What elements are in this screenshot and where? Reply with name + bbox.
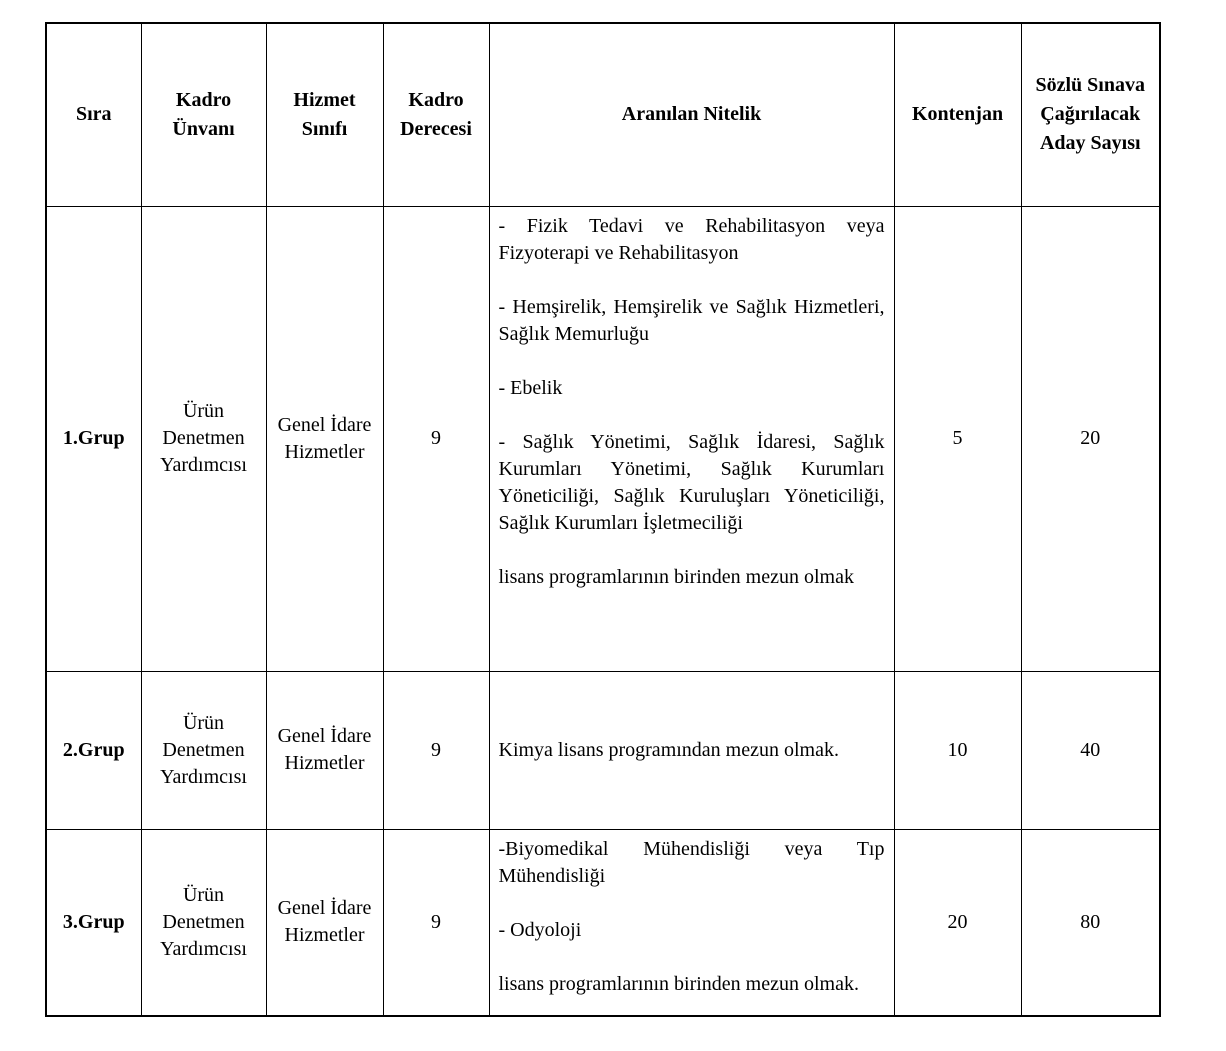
cell-sira: 2.Grup: [46, 671, 141, 829]
cell-kontenjan: 5: [894, 206, 1021, 671]
cell-sozlu-sinava-aday: 20: [1021, 206, 1160, 671]
nitelik-paragraph: lisans programlarının birinden mezun olmak: [498, 565, 854, 588]
cell-aranilan-nitelik: [489, 206, 894, 671]
table-row-grup-1: [46, 206, 1160, 671]
column-header-sozlu-sinava-aday-sayisi: Sözlü Sınava Çağırılacak Aday Sayısı: [1021, 23, 1160, 206]
cell-sira: 3.Grup: [46, 829, 141, 1016]
cell-sira: 1.Grup: [46, 206, 141, 671]
column-header-kadro-derecesi: Kadro Derecesi: [383, 23, 489, 206]
cell-kadro-unvani: Ürün Denetmen Yardımcısı: [141, 829, 266, 1016]
cell-kadro-unvani: Ürün Denetmen Yardımcısı: [141, 671, 266, 829]
cell-kontenjan: 20: [894, 829, 1021, 1016]
nitelik-paragraph: - Fizik Tedavi ve Rehabilitasyon veya Fizyoterapi ve Rehabilitasyon: [498, 214, 885, 264]
nitelik-paragraph: - Ebelik: [498, 376, 563, 399]
nitelik-paragraph: - Odyoloji: [498, 918, 582, 941]
table-row-grup-3: [46, 829, 1160, 1016]
table-row-grup-2: [46, 671, 1160, 829]
nitelik-paragraph: Kimya lisans programından mezun olmak.: [498, 738, 839, 761]
cell-hizmet-sinifi: Genel İdare Hizmetler: [266, 671, 383, 829]
column-header-aranilan-nitelik: Aranılan Nitelik: [489, 23, 894, 206]
cell-sozlu-sinava-aday: 80: [1021, 829, 1160, 1016]
nitelik-paragraph: -Biyomedikal Mühendisliği veya Tıp Mühendisliği: [498, 837, 885, 887]
cell-sozlu-sinava-aday: 40: [1021, 671, 1160, 829]
cell-kadro-derecesi: 9: [383, 829, 489, 1016]
nitelik-paragraph: - Sağlık Yönetimi, Sağlık İdaresi, Sağlık Kurumları Yönetimi, Sağlık Kurumları Yöneticiliği, Sağlık Kuruluşları Yöneticiliği, Sağlık Kurumları İşletmeciliği: [498, 430, 885, 534]
nitelik-paragraph: lisans programlarının birinden mezun olmak.: [498, 972, 859, 995]
job-positions-table: [45, 22, 1161, 1017]
column-header-kadro-unvani: Kadro Ünvanı: [141, 23, 266, 206]
table-header-row: [46, 23, 1160, 206]
column-header-hizmet-sinifi: Hizmet Sınıfı: [266, 23, 383, 206]
cell-kontenjan: 10: [894, 671, 1021, 829]
nitelik-paragraph: - Hemşirelik, Hemşirelik ve Sağlık Hizmetleri, Sağlık Memurluğu: [498, 295, 885, 345]
cell-kadro-unvani: Ürün Denetmen Yardımcısı: [141, 206, 266, 671]
cell-hizmet-sinifi: Genel İdare Hizmetler: [266, 829, 383, 1016]
column-header-sira: Sıra: [46, 23, 141, 206]
cell-kadro-derecesi: 9: [383, 671, 489, 829]
cell-aranilan-nitelik: [489, 671, 894, 829]
cell-kadro-derecesi: 9: [383, 206, 489, 671]
cell-aranilan-nitelik: [489, 829, 894, 1016]
column-header-kontenjan: Kontenjan: [894, 23, 1021, 206]
cell-hizmet-sinifi: Genel İdare Hizmetler: [266, 206, 383, 671]
